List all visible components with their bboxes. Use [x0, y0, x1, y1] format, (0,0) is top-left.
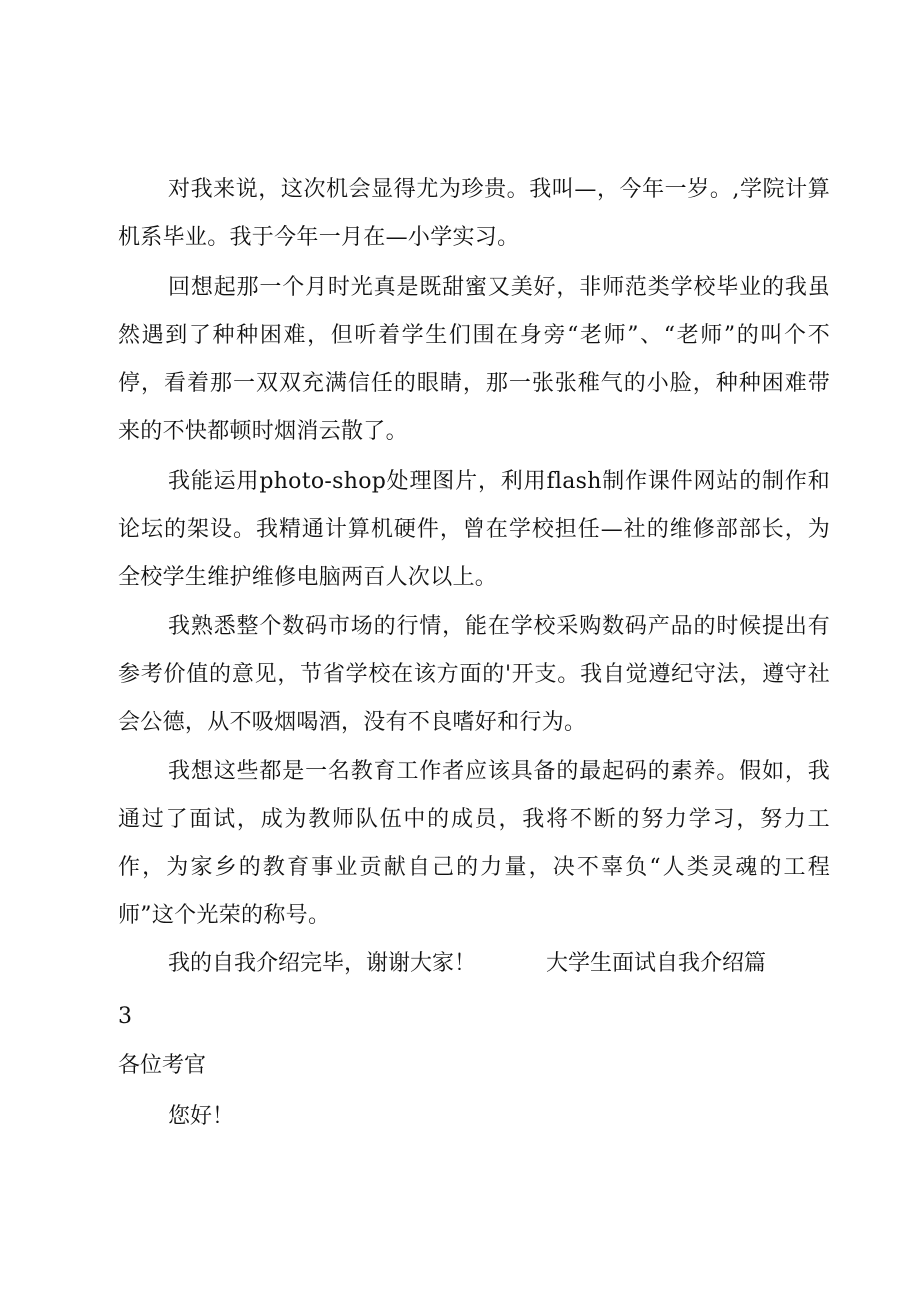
paragraph-internship: 回想起那一个月时光真是既甜蜜又美好，非师范类学校毕业的我虽然遇到了种种困难，但听着学生们围在身旁“老师”、“老师”的叫个不停，看着那一双双充满信任的眼睛，那一张张稚气的小脸，种种困难带来的不快都顿时烟消云散了。 [118, 275, 830, 444]
closing-text: 我的自我介绍完毕，谢谢大家！ [168, 951, 477, 976]
paragraph-market: 我熟悉整个数码市场的行情，能在学校采购数码产品的时候提出有参考价值的意见，节省学校在该方面的'开支。我自觉遵纪守法，遵守社会公德，从不吸烟喝酒，没有不良嗜好和行为。 [118, 614, 830, 735]
salutation: 各位考官 [118, 1053, 207, 1078]
greeting: 您好！ [168, 1104, 235, 1129]
closing-line [168, 940, 766, 988]
paragraph-aspiration: 我想这些都是一名教育工作者应该具备的最起码的素养。假如，我通过了面试，成为教师队伍中的成员，我将不断的努力学习，努力工作，为家乡的教育事业贡献自己的力量，决不辜负“人类灵魂的工程师”这个光荣的称号。 [118, 759, 830, 928]
paragraph-intro: 对我来说，这次机会显得尤为珍贵。我叫—，今年一岁。,学院计算机系毕业。我于今年一月在—小学实习。 [118, 177, 830, 250]
next-section-title: 大学生面试自我介绍篇 [546, 951, 767, 976]
paragraph-skills: 我能运用photo-shop处理图片，利用flash制作课件网站的制作和论坛的架设。我精通计算机硬件，曾在学校担任—社的维修部部长，为全校学生维护维修电脑两百人次以上。 [118, 469, 830, 590]
section-number: 3 [118, 1004, 132, 1029]
